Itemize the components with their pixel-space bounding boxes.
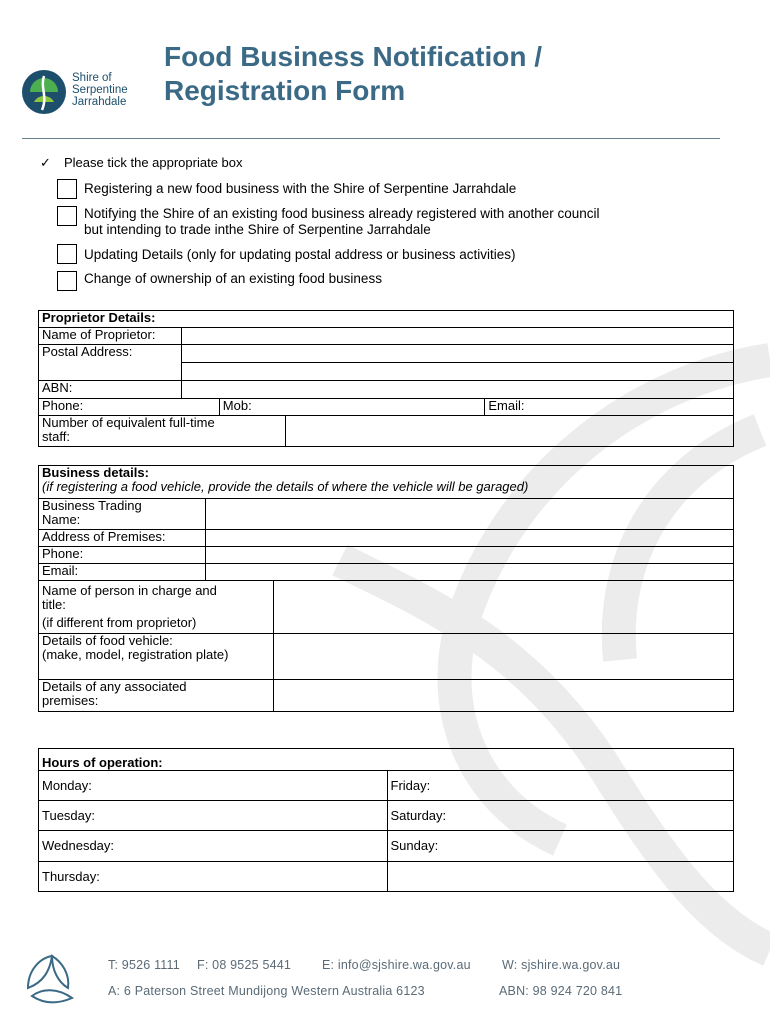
checkbox-existing-business[interactable]	[57, 206, 77, 226]
person-in-charge-label: Name of person in charge and title: (if different from proprietor)	[39, 581, 274, 634]
business-email-label: Email:	[39, 564, 206, 581]
proprietor-table	[38, 310, 734, 447]
premises-address-label: Address of Premises:	[39, 530, 206, 547]
instruction: ✓ Please tick the appropriate box	[40, 155, 243, 170]
footer-leaf-icon	[20, 948, 84, 1008]
abn-field[interactable]	[181, 381, 733, 399]
thursday-field[interactable]: Thursday:	[39, 862, 388, 892]
tuesday-field[interactable]: Tuesday:	[39, 801, 388, 831]
trading-name-field[interactable]	[205, 499, 733, 530]
logo-wordmark: Shire of Serpentine Jarrahdale	[72, 72, 128, 108]
checkbox-new-business[interactable]	[57, 179, 77, 199]
proprietor-name-field[interactable]	[181, 328, 733, 345]
option-label-existing: Notifying the Shire of an existing food business already registered with another council but intending to trade inthe Shire of Serpentine Jarrahdale	[84, 206, 600, 237]
option-label-new: Registering a new food business with the Shire of Serpentine Jarrahdale	[84, 181, 517, 196]
business-table	[38, 465, 734, 712]
staff-label: Number of equivalent full-time staff:	[39, 416, 286, 447]
footer-phone: T: 9526 1111	[108, 958, 180, 972]
business-heading: Business details: (if registering a food vehicle, provide the details of where the vehicle will be garaged)	[39, 466, 734, 499]
premises-address-field[interactable]	[205, 530, 733, 547]
checkmark-icon: ✓	[40, 155, 51, 170]
hours-table	[38, 748, 734, 892]
footer-email[interactable]: E: info@sjshire.wa.gov.au	[322, 958, 471, 972]
option-label-updating: Updating Details (only for updating postal address or business activities)	[84, 247, 516, 262]
footer-website[interactable]: W: sjshire.wa.gov.au	[502, 958, 621, 972]
footer-address: A: 6 Paterson Street Mundijong Western Australia 6123	[108, 984, 425, 998]
footer-abn: ABN: 98 924 720 841	[499, 984, 623, 998]
postal-address-field-1[interactable]	[181, 345, 733, 363]
footer-fax: F: 08 9525 5441	[197, 958, 292, 972]
checkbox-change-ownership[interactable]	[57, 271, 77, 291]
abn-label: ABN:	[39, 381, 182, 399]
food-vehicle-label: Details of food vehicle: (make, model, registration plate)	[39, 634, 274, 680]
option-label-ownership: Change of ownership of an existing food business	[84, 271, 382, 286]
wednesday-field[interactable]: Wednesday:	[39, 831, 388, 862]
food-vehicle-field[interactable]	[273, 634, 733, 680]
business-phone-label: Phone:	[39, 547, 206, 564]
postal-address-label: Postal Address:	[39, 345, 182, 381]
phone-label[interactable]: Phone:	[39, 399, 220, 416]
proprietor-name-label: Name of Proprietor:	[39, 328, 182, 345]
business-email-field[interactable]	[205, 564, 733, 581]
hours-heading: Hours of operation:	[39, 749, 734, 771]
trading-name-label: Business Trading Name:	[39, 499, 206, 530]
staff-field[interactable]	[285, 416, 733, 447]
saturday-field[interactable]: Saturday:	[387, 801, 734, 831]
checkbox-updating-details[interactable]	[57, 244, 77, 264]
email-label[interactable]: Email:	[485, 399, 734, 416]
person-in-charge-field[interactable]	[273, 581, 733, 634]
mob-label[interactable]: Mob:	[219, 399, 485, 416]
page-title: Food Business Notification / Registration Form	[164, 41, 543, 106]
header-divider	[22, 138, 720, 139]
business-phone-field[interactable]	[205, 547, 733, 564]
sunday-field[interactable]: Sunday:	[387, 831, 734, 862]
associated-premises-field[interactable]	[273, 680, 733, 712]
friday-field[interactable]: Friday:	[387, 771, 734, 801]
postal-address-field-2[interactable]	[181, 363, 733, 381]
associated-premises-label: Details of any associated premises:	[39, 680, 274, 712]
empty-cell	[387, 862, 734, 892]
proprietor-heading: Proprietor Details:	[39, 311, 734, 328]
monday-field[interactable]: Monday:	[39, 771, 388, 801]
